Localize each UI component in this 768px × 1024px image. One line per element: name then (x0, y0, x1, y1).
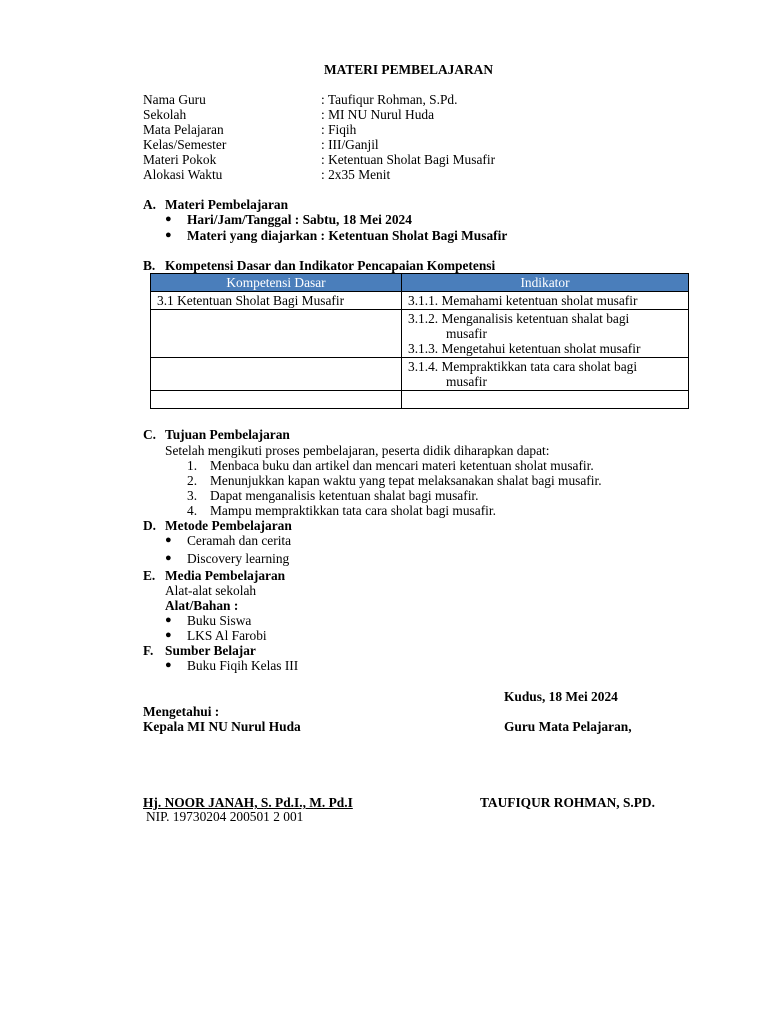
identity-value-nama-guru: : Taufiqur Rohman, S.Pd. (321, 92, 458, 107)
identity-label-kelas: Kelas/Semester (143, 137, 227, 152)
table-row (151, 391, 689, 409)
list-item: Ceramah dan cerita (187, 533, 292, 548)
list-number: 1. (187, 458, 198, 473)
list-number: 4. (187, 503, 198, 518)
table-cell-indicator (402, 310, 689, 358)
section-e-line: Alat-alat sekolah (165, 583, 257, 598)
indicator-line-cont: musafir (446, 374, 487, 389)
list-item: Mampu mempraktikkan tata cara sholat bagi musafir. (210, 503, 496, 518)
indicator-line: 3.1.3. Mengetahui ketentuan sholat musafir (408, 341, 641, 356)
section-f-heading: Sumber Belajar (165, 643, 256, 658)
table-cell-empty (151, 310, 402, 358)
indicator-line: 3.1.2. Menganalisis ketentuan shalat bagi (408, 311, 630, 326)
identity-label-sekolah: Sekolah (143, 107, 187, 122)
page-title: MATERI PEMBELAJARAN (324, 62, 493, 77)
right-signer-name: TAUFIQUR ROHMAN, S.PD. (480, 795, 655, 810)
section-d-heading: Metode Pembelajaran (165, 518, 292, 533)
bullet-icon: ● (165, 629, 172, 641)
identity-value-mapel: : Fiqih (321, 122, 357, 137)
table-row (151, 310, 689, 358)
table-cell-indicator: 3.1.1. Memahami ketentuan sholat musafir (402, 292, 689, 310)
competency-table (150, 273, 689, 409)
table-row (151, 292, 689, 310)
bullet-icon: ● (165, 534, 172, 546)
identity-value-materi: : Ketentuan Sholat Bagi Musafir (321, 152, 496, 167)
list-item: Discovery learning (187, 551, 290, 566)
identity-label-alokasi: Alokasi Waktu (143, 167, 223, 182)
section-c-letter: C. (143, 427, 157, 442)
list-item: Buku Siswa (187, 613, 252, 628)
section-b-heading: Kompetensi Dasar dan Indikator Pencapaian Kompetensi (165, 258, 496, 273)
list-item: Buku Fiqih Kelas III (187, 658, 299, 673)
right-signer-role: Guru Mata Pelajaran, (504, 719, 632, 734)
left-signer-name: Hj. NOOR JANAH, S. Pd.I., M. Pd.I (143, 795, 353, 810)
place-date: Kudus, 18 Mei 2024 (504, 689, 618, 704)
indicator-line-cont: musafir (446, 326, 487, 341)
table-cell-empty (151, 358, 402, 391)
bullet-icon: ● (165, 659, 172, 671)
section-b-letter: B. (143, 258, 156, 273)
list-item: LKS Al Farobi (187, 628, 267, 643)
identity-value-alokasi: : 2x35 Menit (321, 167, 391, 182)
indicator-line: 3.1.4. Mempraktikkan tata cara sholat bagi (408, 359, 638, 374)
table-cell-empty (151, 391, 402, 409)
bullet-icon: ● (165, 552, 172, 564)
identity-value-sekolah: : MI NU Nurul Huda (321, 107, 435, 122)
identity-label-materi: Materi Pokok (143, 152, 217, 167)
list-item: Menbaca buku dan artikel dan mencari materi ketentuan sholat musafir. (210, 458, 594, 473)
section-c-intro: Setelah mengikuti proses pembelajaran, peserta didik diharapkan dapat: (165, 443, 550, 458)
section-c-heading: Tujuan Pembelajaran (165, 427, 290, 442)
left-signer-role: Kepala MI NU Nurul Huda (143, 719, 301, 734)
section-e-subheading: Alat/Bahan : (165, 598, 239, 613)
table-cell-indicator (402, 358, 689, 391)
table-header-row (151, 274, 689, 292)
section-a-item: Hari/Jam/Tanggal : Sabtu, 18 Mei 2024 (187, 212, 412, 227)
section-e-letter: E. (143, 568, 156, 583)
section-d-letter: D. (143, 518, 157, 533)
table-row (151, 358, 689, 391)
section-a-heading: Materi Pembelajaran (165, 197, 289, 212)
list-item: Menunjukkan kapan waktu yang tepat melaksanakan shalat bagi musafir. (210, 473, 602, 488)
list-number: 3. (187, 488, 198, 503)
identity-value-kelas: : III/Ganjil (321, 137, 379, 152)
section-f-letter: F. (143, 643, 154, 658)
left-signer-nip: NIP. 19730204 200501 2 001 (146, 809, 304, 824)
list-item: Dapat menganalisis ketentuan shalat bagi musafir. (210, 488, 479, 503)
table-cell-kd: 3.1 Ketentuan Sholat Bagi Musafir (151, 292, 402, 310)
list-number: 2. (187, 473, 198, 488)
mengetahui-label: Mengetahui : (143, 704, 220, 719)
bullet-icon: ● (165, 213, 172, 225)
table-cell-empty (402, 391, 689, 409)
identity-label-mapel: Mata Pelajaran (143, 122, 224, 137)
table-header-indikator: Indikator (402, 274, 689, 292)
bullet-icon: ● (165, 614, 172, 626)
section-a-item: Materi yang diajarkan : Ketentuan Sholat Bagi Musafir (187, 228, 508, 243)
table-header-kd: Kompetensi Dasar (151, 274, 402, 292)
identity-label-nama-guru: Nama Guru (143, 92, 206, 107)
section-e-heading: Media Pembelajaran (165, 568, 286, 583)
bullet-icon: ● (165, 229, 172, 241)
section-a-letter: A. (143, 197, 157, 212)
